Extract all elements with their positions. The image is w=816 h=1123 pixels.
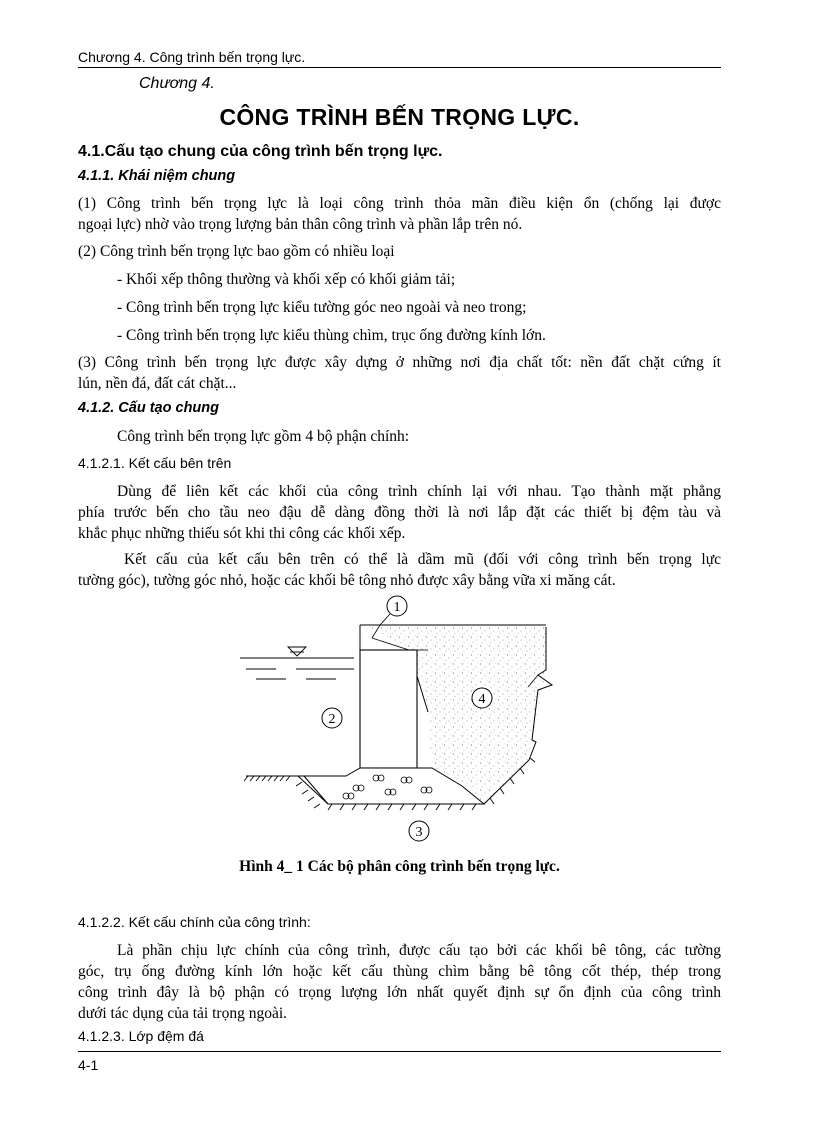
water-surface: [240, 647, 354, 679]
figure-caption: Hình 4_ 1 Các bộ phân công trình bến trọng lực.: [239, 858, 560, 875]
paragraph-5-line-1: Dùng để liên kết các khối của công trình chính lại với nhau. Tạo thành mặt phẳng: [117, 483, 721, 500]
paragraph-5-line-3: khắc phục những thiếu sót khi thi công các khối xếp.: [78, 525, 406, 542]
footer-rule: [78, 1051, 721, 1052]
paragraph-7-line-1: Là phần chịu lực chính của công trình, được cấu tạo bởi các khối bê tông, các tường: [117, 942, 721, 959]
paragraph-1-line-2: ngoại lực) nhờ vào trọng lượng bản thân công trình và phần lắp trên nó.: [78, 216, 523, 233]
paragraph-2-intro: (2) Công trình bến trọng lực bao gồm có nhiều loại: [78, 243, 395, 260]
header-rule: [78, 67, 721, 68]
main-wall-block: [360, 650, 417, 768]
paragraph-3-line-2: lún, nền đá, đất cát chặt...: [78, 375, 237, 392]
section-heading-4-1-2: 4.1.2. Cấu tạo chung: [78, 400, 219, 416]
paragraph-3-line-1: (3) Công trình bến trọng lực được xây dựng ở những nơi địa chất tốt: nền đất chặt cứng ít: [78, 354, 721, 371]
paragraph-7: [78, 940, 721, 1024]
paragraph-4: Công trình bến trọng lực gồm 4 bộ phận chính:: [117, 428, 410, 445]
section-heading-4-1-2-2: 4.1.2.2. Kết cấu chính của công trình:: [78, 914, 311, 930]
section-heading-4-1-1: 4.1.1. Khái niệm chung: [78, 168, 236, 184]
paragraph-7-line-2: góc, trụ ống đường kính lớn hoặc kết cấu thùng chìm bằng bê tông cốt thép, thép trong: [78, 963, 721, 980]
paragraph-6: [78, 549, 721, 591]
page-number: 4-1: [78, 1057, 99, 1073]
callout-label-3: 3: [415, 825, 423, 840]
chapter-title: CÔNG TRÌNH BẾN TRỌNG LỰC.: [219, 104, 580, 130]
callout-label-4: 4: [478, 692, 486, 707]
paragraph-5-line-2: phía trước bến cho tầu neo đậu dễ dàng đồng thời là nơi lắp đặt các thiết bị đệm tàu và: [78, 504, 721, 521]
paragraph-5: [78, 481, 721, 544]
gravity-quay-figure: [236, 590, 566, 850]
paragraph-3: [78, 352, 721, 394]
section-heading-4-1-2-3: 4.1.2.3. Lớp đệm đá: [78, 1028, 204, 1044]
list-item-3: - Công trình bến trọng lực kiểu thùng chìm, trục ống đường kính lớn.: [117, 327, 546, 344]
callout-label-2: 2: [328, 712, 336, 727]
list-item-1: - Khối xếp thông thường và khối xếp có khối giảm tải;: [117, 271, 456, 288]
callout-label-1: 1: [393, 600, 401, 615]
paragraph-7-line-4: dưới tác dụng của tải trọng ngoài.: [78, 1005, 288, 1022]
section-heading-4-1: 4.1.Cấu tạo chung của công trình bến trọng lực.: [78, 143, 443, 160]
chapter-label: Chương 4.: [139, 75, 215, 92]
section-heading-4-1-2-1: 4.1.2.1. Kết cấu bên trên: [78, 455, 232, 471]
list-item-2: - Công trình bến trọng lực kiểu tường góc neo ngoài và neo trong;: [117, 299, 527, 316]
paragraph-1: [78, 193, 721, 235]
paragraph-1-line-1: (1) Công trình bến trọng lực là loại công trình thỏa mãn điều kiện ổn (chống lại được: [78, 195, 721, 212]
paragraph-6-line-1: Kết cấu của kết cấu bên trên có thể là dầm mũ (đối với công trình bến trọng lực: [124, 551, 721, 568]
running-header: Chương 4. Công trình bến trọng lực.: [78, 49, 306, 65]
paragraph-6-line-2: tường góc), tường góc nhỏ, hoặc các khối bê tông nhỏ được xây bằng vữa xi măng cát.: [78, 572, 616, 589]
paragraph-7-line-3: công trình đây là bộ phận có trọng lượng lớn nhất quyết định sự ổn định của công trình: [78, 984, 721, 1001]
